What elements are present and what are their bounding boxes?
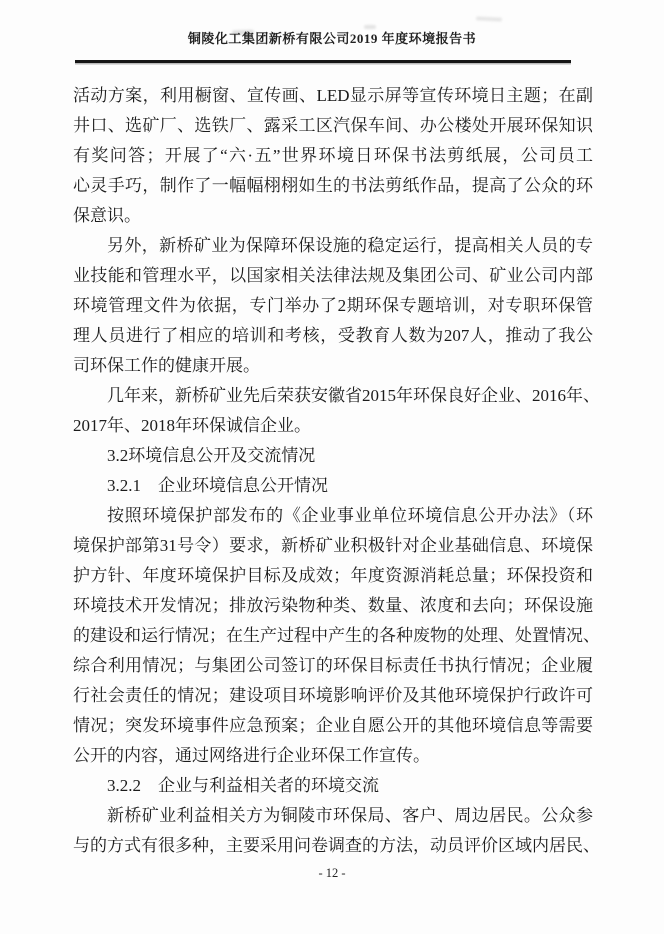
header-rule [75, 60, 571, 63]
text-line: 公开的内容，通过网络进行企业环保工作宣传。 [73, 746, 430, 765]
text-line: 新桥矿业利益相关方为铜陵市环保局、客户、周边居民。公众参 [107, 806, 593, 825]
text-line: 综合利用情况；与集团公司签订的环保目标责任书执行情况；企业履 [73, 656, 593, 675]
text-line: 3.2.1 企业环境信息公开情况 [107, 476, 328, 495]
text-line: 环境管理文件为依据，专门举办了2期环保专题培训，对专职环保管 [73, 296, 593, 315]
text-line: 几年来，新桥矿业先后荣获安徽省2015年环保良好企业、2016年、 [107, 386, 600, 405]
scan-artifact [476, 16, 502, 21]
text-line: 另外，新桥矿业为保障环保设施的稳定运行，提高相关人员的专 [107, 236, 593, 255]
text-line: 与的方式有很多种，主要采用问卷调查的方法，动员评价区域内居民、 [73, 836, 600, 855]
text-line: 保意识。 [73, 206, 141, 225]
text-line: 行社会责任的情况；建设项目环境影响评价及其他环境保护行政许可 [73, 686, 593, 705]
text-line: 理人员进行了相应的培训和考核，受教育人数为207人，推动了我公 [73, 326, 593, 345]
text-line: 有奖问答；开展了“六·五”世界环境日环保书法剪纸展，公司员工 [73, 146, 593, 165]
text-line: 2017年、2018年环保诚信企业。 [73, 416, 311, 435]
text-line: 按照环境保护部发布的《企业事业单位环境信息公开办法》（环 [107, 506, 593, 525]
text-line: 心灵手巧，制作了一幅幅栩栩如生的书法剪纸作品，提高了公众的环 [73, 176, 593, 195]
text-line: 3.2环境信息公开及交流情况 [107, 446, 316, 465]
text-line: 境保护部第31号令）要求，新桥矿业积极针对企业基础信息、环境保 [73, 536, 593, 555]
page-number: - 12 - [318, 866, 346, 880]
text-line: 活动方案，利用橱窗、宣传画、LED显示屏等宣传环境日主题；在副 [73, 86, 593, 105]
text-line: 的建设和运行情况；在生产过程中产生的各种废物的处理、处置情况、 [73, 626, 600, 645]
text-line: 情况；突发环境事件应急预案；企业自愿公开的其他环境信息等需要 [73, 716, 593, 735]
text-line: 井口、选矿厂、选铁厂、露采工区汽保车间、办公楼处开展环保知识 [73, 116, 593, 135]
page-footer [0, 866, 664, 881]
text-line: 司环保工作的健康开展。 [73, 356, 260, 375]
text-line: 3.2.2 企业与利益相关者的环境交流 [107, 776, 379, 795]
document-body [73, 81, 600, 861]
text-line: 业技能和管理水平，以国家相关法律法规及集团公司、矿业公司内部 [73, 266, 593, 285]
text-line: 环境技术开发情况；排放污染物种类、数量、浓度和去向；环保设施 [73, 596, 593, 615]
text-line: 护方针、年度环境保护目标及成效；年度资源消耗总量；环保投资和 [73, 566, 593, 585]
document-header-title: 铜陵化工集团新桥有限公司2019 年度环境报告书 [187, 31, 477, 46]
